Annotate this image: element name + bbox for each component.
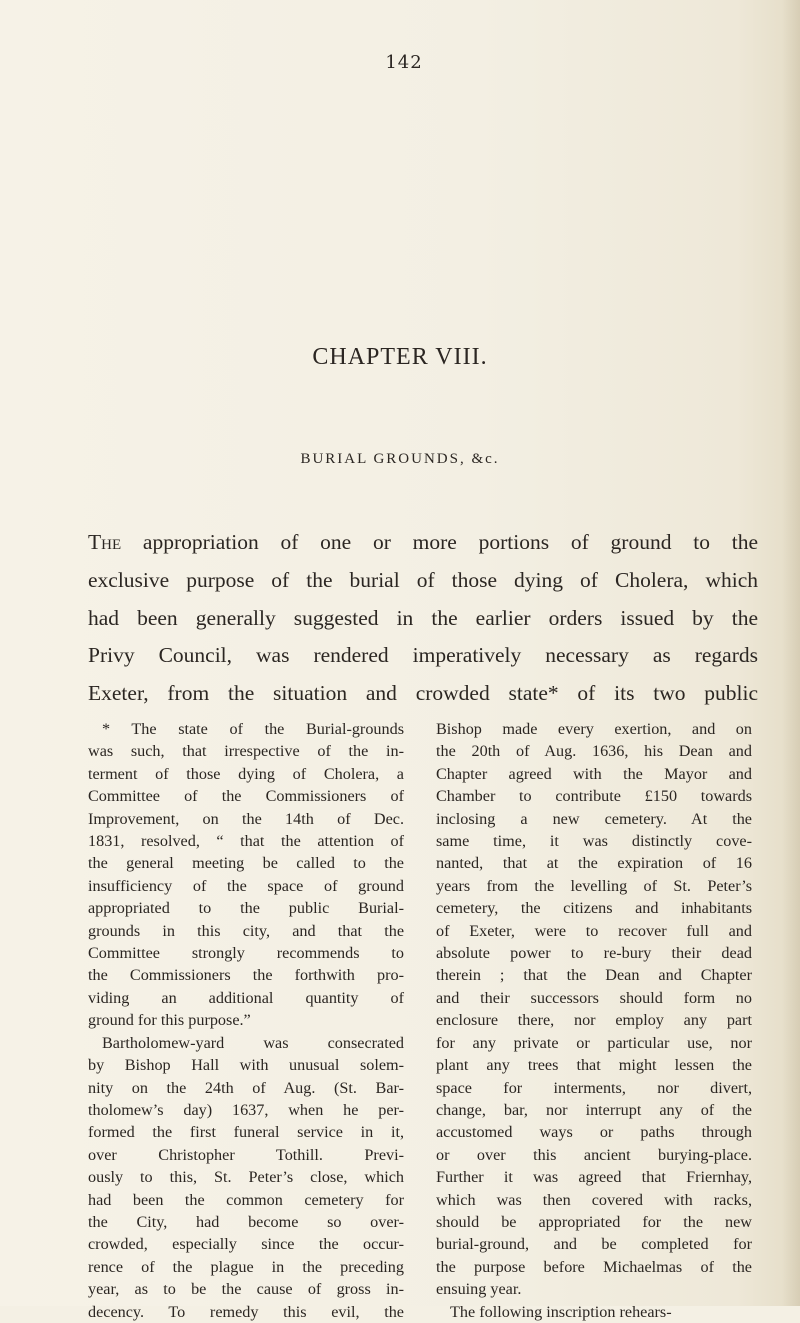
footnote-line: should be appropriated for the new bbox=[436, 1212, 752, 1231]
footnote-right-column bbox=[436, 718, 752, 1323]
body-line: had been generally suggested in the earlier orders issued by the bbox=[88, 605, 758, 630]
footnote-line: 1831, resolved, “ that the attention of bbox=[88, 832, 404, 851]
footnote-line: year, as to be the cause of gross in- bbox=[88, 1280, 404, 1299]
footnote-line: the purpose before Michaelmas of the bbox=[436, 1257, 752, 1276]
footnote-line: Bishop made every exertion, and on bbox=[436, 720, 752, 738]
footnote-line: insufficiency of the space of ground bbox=[88, 876, 404, 895]
footnote-line: space for interments, nor divert, bbox=[436, 1078, 752, 1097]
footnote-line: was such, that irrespective of the in- bbox=[88, 742, 404, 761]
footnote-line: enclosure there, nor employ any part bbox=[436, 1011, 752, 1030]
footnote-line: ously to this, St. Peter’s close, which bbox=[88, 1168, 404, 1187]
footnote-line: burial-ground, and be completed for bbox=[436, 1235, 752, 1254]
footnote-line: absolute power to re-bury their dead bbox=[436, 944, 752, 963]
body-paragraph bbox=[88, 524, 758, 713]
footnote-left-column bbox=[88, 718, 404, 1323]
body-initial-word: The bbox=[88, 530, 122, 554]
footnote-line: by Bishop Hall with unusual solem- bbox=[88, 1056, 404, 1075]
footnote-line: and their successors should form no bbox=[436, 988, 752, 1007]
footnote-line: cemetery, the citizens and inhabitants bbox=[436, 899, 752, 918]
footnote-line: viding an additional quantity of bbox=[88, 988, 404, 1007]
body-line: The appropriation of one or more portions of ground to the bbox=[88, 530, 758, 554]
footnote-line: * The state of the Burial-grounds bbox=[102, 720, 404, 738]
footnote-line: for any private or particular use, nor bbox=[436, 1033, 752, 1052]
footnote-line: nity on the 24th of Aug. (St. Bar- bbox=[88, 1078, 404, 1097]
body-line: Privy Council, was rendered imperatively necessary as regards bbox=[88, 643, 758, 668]
footnote-line: of Exeter, were to recover full and bbox=[436, 921, 752, 940]
footnote-line: formed the first funeral service in it, bbox=[88, 1123, 404, 1142]
footnote-line: crowded, especially since the occur- bbox=[88, 1235, 404, 1254]
page-edge-shadow bbox=[782, 0, 800, 1306]
footnote-line: Committee strongly recommends to bbox=[88, 944, 404, 963]
footnote-line: over Christopher Tothill. Previ- bbox=[88, 1145, 404, 1164]
page-number: 142 bbox=[385, 52, 423, 73]
footnote-line: ground for this purpose.” bbox=[88, 1011, 251, 1030]
footnote-line: or over this ancient burying-place. bbox=[436, 1145, 752, 1164]
footnote-line: rence of the plague in the preceding bbox=[88, 1257, 404, 1276]
footnote-line: change, bar, nor interrupt any of the bbox=[436, 1100, 752, 1119]
footnote-line: appropriated to the public Burial- bbox=[88, 899, 404, 918]
footnote-line: years from the levelling of St. Peter’s bbox=[436, 876, 752, 895]
body-line: Exeter, from the situation and crowded state* of its two public bbox=[88, 681, 758, 706]
footnote-line: nanted, that at the expiration of 16 bbox=[436, 854, 752, 873]
footnote-line: tholomew’s day) 1637, when he per- bbox=[88, 1100, 404, 1119]
footnote-line: accustomed ways or paths through bbox=[436, 1123, 752, 1142]
footnote-line: the general meeting be called to the bbox=[88, 854, 404, 873]
footnote-line: ensuing year. bbox=[436, 1280, 522, 1299]
footnote-line: Committee of the Commissioners of bbox=[88, 787, 404, 806]
footnote-line: Chamber to contribute £150 towards bbox=[436, 787, 752, 806]
chapter-title: CHAPTER VIII. bbox=[312, 344, 488, 370]
footnote-line: same time, it was distinctly cove- bbox=[436, 832, 752, 851]
footnote-line: inclosing a new cemetery. At the bbox=[436, 809, 752, 828]
section-title: BURIAL GROUNDS, &c. bbox=[300, 451, 500, 467]
footnote-line: Improvement, on the 14th of Dec. bbox=[88, 809, 404, 828]
footnote-line: the Commissioners the forthwith pro- bbox=[88, 966, 404, 985]
footnote-line: Chapter agreed with the Mayor and bbox=[436, 764, 752, 783]
footnote-line: The following inscription rehears- bbox=[450, 1302, 672, 1321]
footnote-line: had been the common cemetery for bbox=[88, 1190, 404, 1209]
footnote-line: terment of those dying of Cholera, a bbox=[88, 764, 404, 783]
footnote-line: Bartholomew-yard was consecrated bbox=[102, 1033, 404, 1052]
footnote-line: the 20th of Aug. 1636, his Dean and bbox=[436, 742, 752, 761]
footnote-line: therein ; that the Dean and Chapter bbox=[436, 966, 752, 985]
footnote-line: grounds in this city, and that the bbox=[88, 921, 404, 940]
footnote-line: plant any trees that might lessen the bbox=[436, 1056, 752, 1075]
body-line: exclusive purpose of the burial of those dying of Cholera, which bbox=[88, 567, 758, 592]
footnote-line: Further it was agreed that Friernhay, bbox=[436, 1168, 752, 1187]
footnote-line: which was then covered with racks, bbox=[436, 1190, 752, 1209]
footnote-line: decency. To remedy this evil, the bbox=[88, 1302, 404, 1321]
footnote-line: the City, had become so over- bbox=[88, 1212, 404, 1231]
